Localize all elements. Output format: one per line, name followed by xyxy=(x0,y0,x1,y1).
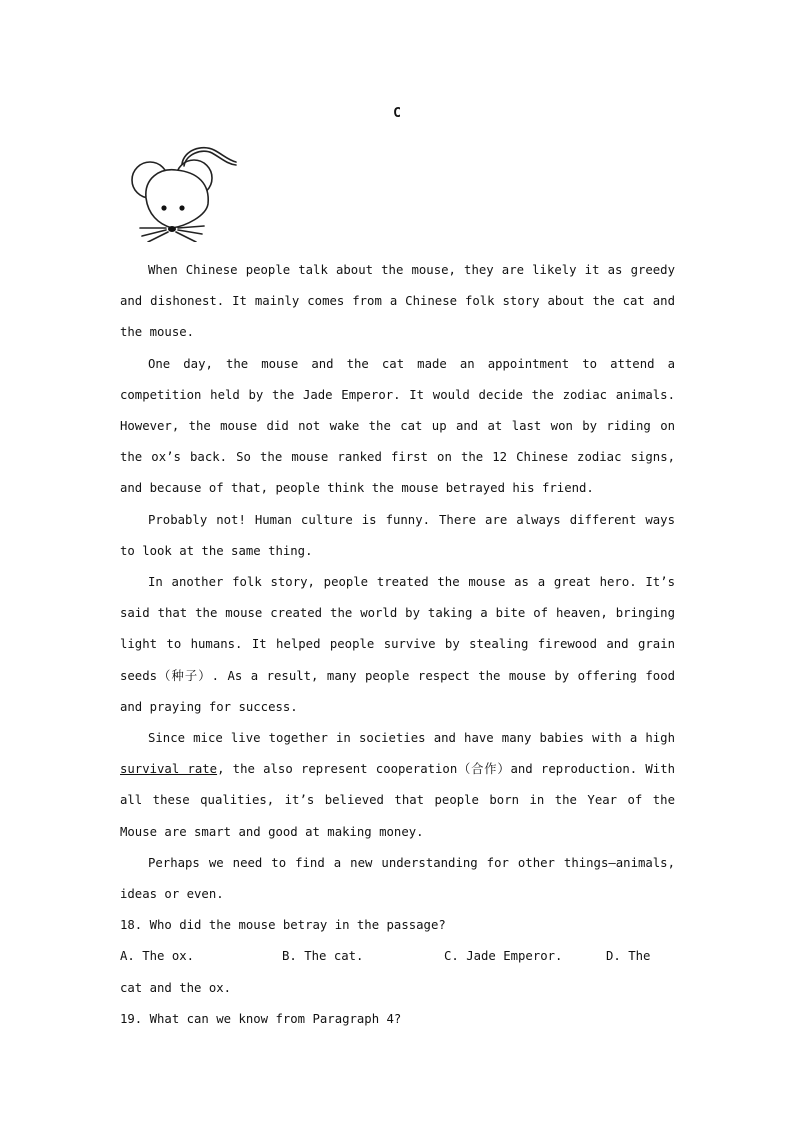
paragraph-4: In another folk story, people treated the mouse as a great hero. It’s said that the mouse created the world by taking a bite of heaven, bringing light to humans. It helped people survive by stealing firewood and grain seeds（种子）. As a result, many people respect the mouse by offering food and praying for success. xyxy=(120,575,675,714)
paragraph-5-end: , the also represent cooperation（合作）and reproduction. With all these qualities, it’s believed that people born in the Year of the Mouse are smart and good at making money. xyxy=(120,762,675,839)
option-a: A. The ox. xyxy=(120,949,195,964)
question-19-stem: 19. What can we know from Paragraph 4? xyxy=(120,1011,402,1026)
passage xyxy=(120,255,675,1035)
underlined-phrase: survival rate xyxy=(120,762,218,777)
paragraph-3: Probably not! Human culture is funny. There are always different ways to look at the same thing. xyxy=(120,512,675,558)
mouse-drawing-icon xyxy=(126,142,240,242)
option-c: C. Jade Emperor. xyxy=(444,949,563,964)
paragraph-2: One day, the mouse and the cat made an appointment to attend a competition held by the Jade Emperor. It would decide the zodiac animals. However, the mouse did not wake the cat up and at last won by riding on the ox’s back. So the mouse ranked first on the 12 Chinese zodiac signs, and because of that, people think the mouse betrayed his friend. xyxy=(120,356,675,496)
option-b: B. The cat. xyxy=(282,949,364,964)
paragraph-1: When Chinese people talk about the mouse, they are likely it as greedy and dishonest. It mainly comes from a Chinese folk story about the cat and the mouse. xyxy=(120,263,675,340)
question-18-stem: 18. Who did the mouse betray in the passage? xyxy=(120,918,446,933)
paragraph-5 xyxy=(120,723,675,848)
paragraph-5-start: Since mice live together in societies and have many babies with a high xyxy=(148,731,675,746)
paragraph-6: Perhaps we need to find a new understanding for other things—animals, ideas or even. xyxy=(120,855,675,902)
option-d: D. The xyxy=(606,949,651,964)
question-18-options xyxy=(120,941,675,972)
section-label: C xyxy=(393,106,401,121)
option-d-continued: cat and the ox. xyxy=(120,980,232,995)
